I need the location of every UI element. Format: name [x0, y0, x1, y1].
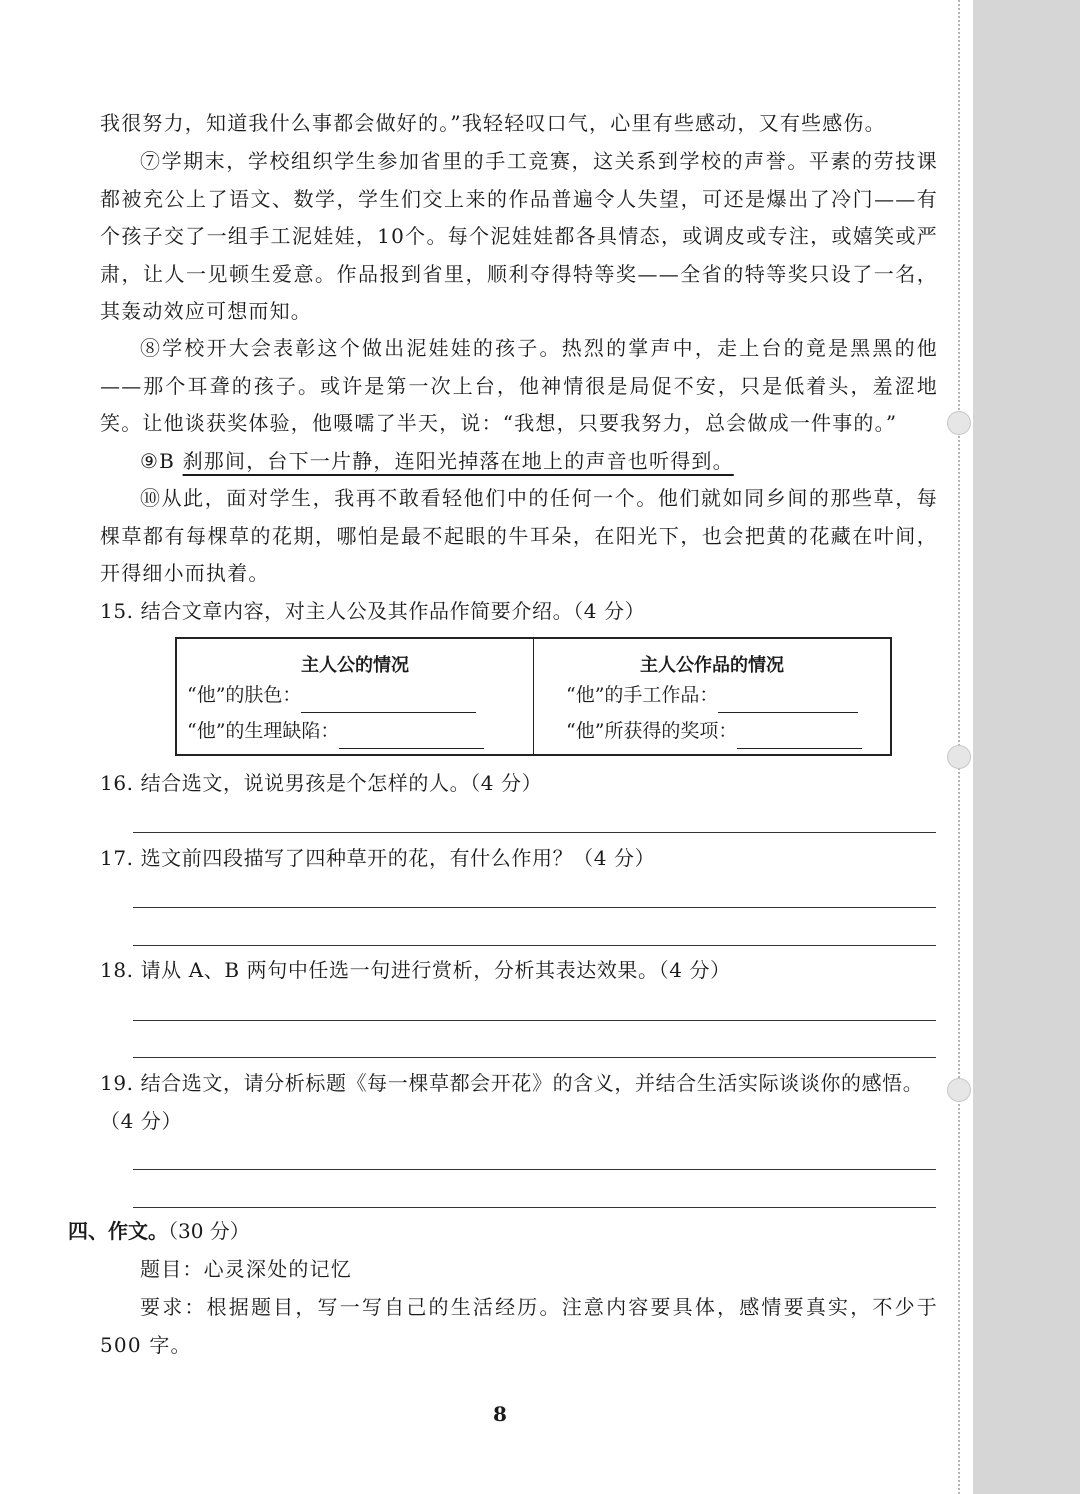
question-18: 18. 请从 A、B 两句中任选一句进行赏析，分析其表达效果。（4 分） — [100, 958, 731, 982]
answer-line-19a[interactable] — [133, 1169, 936, 1170]
disability-blank[interactable] — [339, 724, 484, 749]
answer-line-19b[interactable] — [133, 1207, 936, 1208]
page-number: 8 — [493, 1402, 507, 1426]
disability-row: “他”的生理缺陷： — [187, 713, 533, 749]
passage-paragraph-8: ⑧学校开大会表彰这个做出泥娃娃的孩子。热烈的掌声中，走上台的竟是黑黑的他——那个耳聋的孩子。或许是第一次上台，他神情很是局促不安，只是低着头，羞涩地笑。让他谈获奖体验，他嗫嚅了半天，说：“我想，只要我努力，总会做成一件事的。” — [100, 336, 938, 436]
protagonist-column-header: 主人公的情况 — [301, 655, 409, 676]
question-19: 19. 结合选文，请分析标题《每一棵草都会开花》的含义，并结合生活实际谈谈你的感悟。（4 分） — [100, 1071, 924, 1133]
skin-color-row: “他”的肤色： — [187, 677, 533, 713]
works-column — [534, 638, 892, 755]
answer-line-17a[interactable] — [133, 907, 936, 908]
binding-hole-1 — [947, 411, 971, 435]
composition-topic: 题目：心灵深处的记忆 — [140, 1257, 352, 1281]
award-row: “他”所获得的奖项： — [566, 713, 890, 749]
award-blank[interactable] — [737, 724, 862, 749]
binding-hole-2 — [947, 745, 971, 769]
protagonist-column — [176, 638, 534, 755]
sentence-b-label: ⑨B — [140, 449, 183, 473]
binding-hole-3 — [947, 1078, 971, 1102]
composition-heading: 四、作文。（30 分） — [68, 1219, 250, 1243]
skin-color-blank[interactable] — [301, 688, 476, 713]
answer-line-17b[interactable] — [133, 945, 936, 946]
passage-paragraph-continued: 我很努力，知道我什么事都会做好的。”我轻轻叹口气，心里有些感动，又有些感伤。 — [100, 111, 886, 135]
answer-line-18a[interactable] — [133, 1020, 936, 1021]
composition-requirement: 要求：根据题目，写一写自己的生活经历。注意内容要具体，感情要真实，不少于 500 字。 — [100, 1295, 938, 1357]
protagonist-info-table — [175, 637, 892, 756]
question-17: 17. 选文前四段描写了四种草开的花，有什么作用？（4 分） — [100, 846, 656, 870]
handicraft-row: “他”的手工作品： — [566, 677, 890, 713]
answer-line-18b[interactable] — [133, 1057, 936, 1058]
question-16: 16. 结合选文，说说男孩是个怎样的人。（4 分） — [100, 771, 543, 795]
question-15: 15. 结合文章内容，对主人公及其作品作简要介绍。（4 分） — [100, 599, 646, 623]
passage-paragraph-7: ⑦学期末，学校组织学生参加省里的手工竞赛，这关系到学校的声誉。平素的劳技课都被充公上了语文、数学，学生们交上来的作品普遍令人失望，可还是爆出了冷门——有个孩子交了一组手工泥娃娃，10个。每个泥娃娃都各具情态，或调皮或专注，或嬉笑或严肃，让人一见顿生爱意。作品报到省里，顺利夺得特等奖——全省的特等奖只设了一名，其轰动效应可想而知。 — [100, 149, 938, 324]
answer-line-16[interactable] — [133, 832, 936, 833]
passage-paragraph-10: ⑩从此，面对学生，我再不敢看轻他们中的任何一个。他们就如同乡间的那些草，每棵草都有每棵草的花期，哪怕是最不起眼的牛耳朵，在阳光下，也会把黄的花藏在叶间，开得细小而执着。 — [100, 486, 938, 586]
works-column-header: 主人公作品的情况 — [640, 655, 784, 676]
sentence-b-underlined: 刹那间，台下一片静，连阳光掉落在地上的声音也听得到。 — [182, 449, 734, 473]
passage-paragraph-9 — [100, 443, 938, 481]
handicraft-blank[interactable] — [718, 688, 858, 713]
binding-margin — [973, 0, 1080, 1494]
